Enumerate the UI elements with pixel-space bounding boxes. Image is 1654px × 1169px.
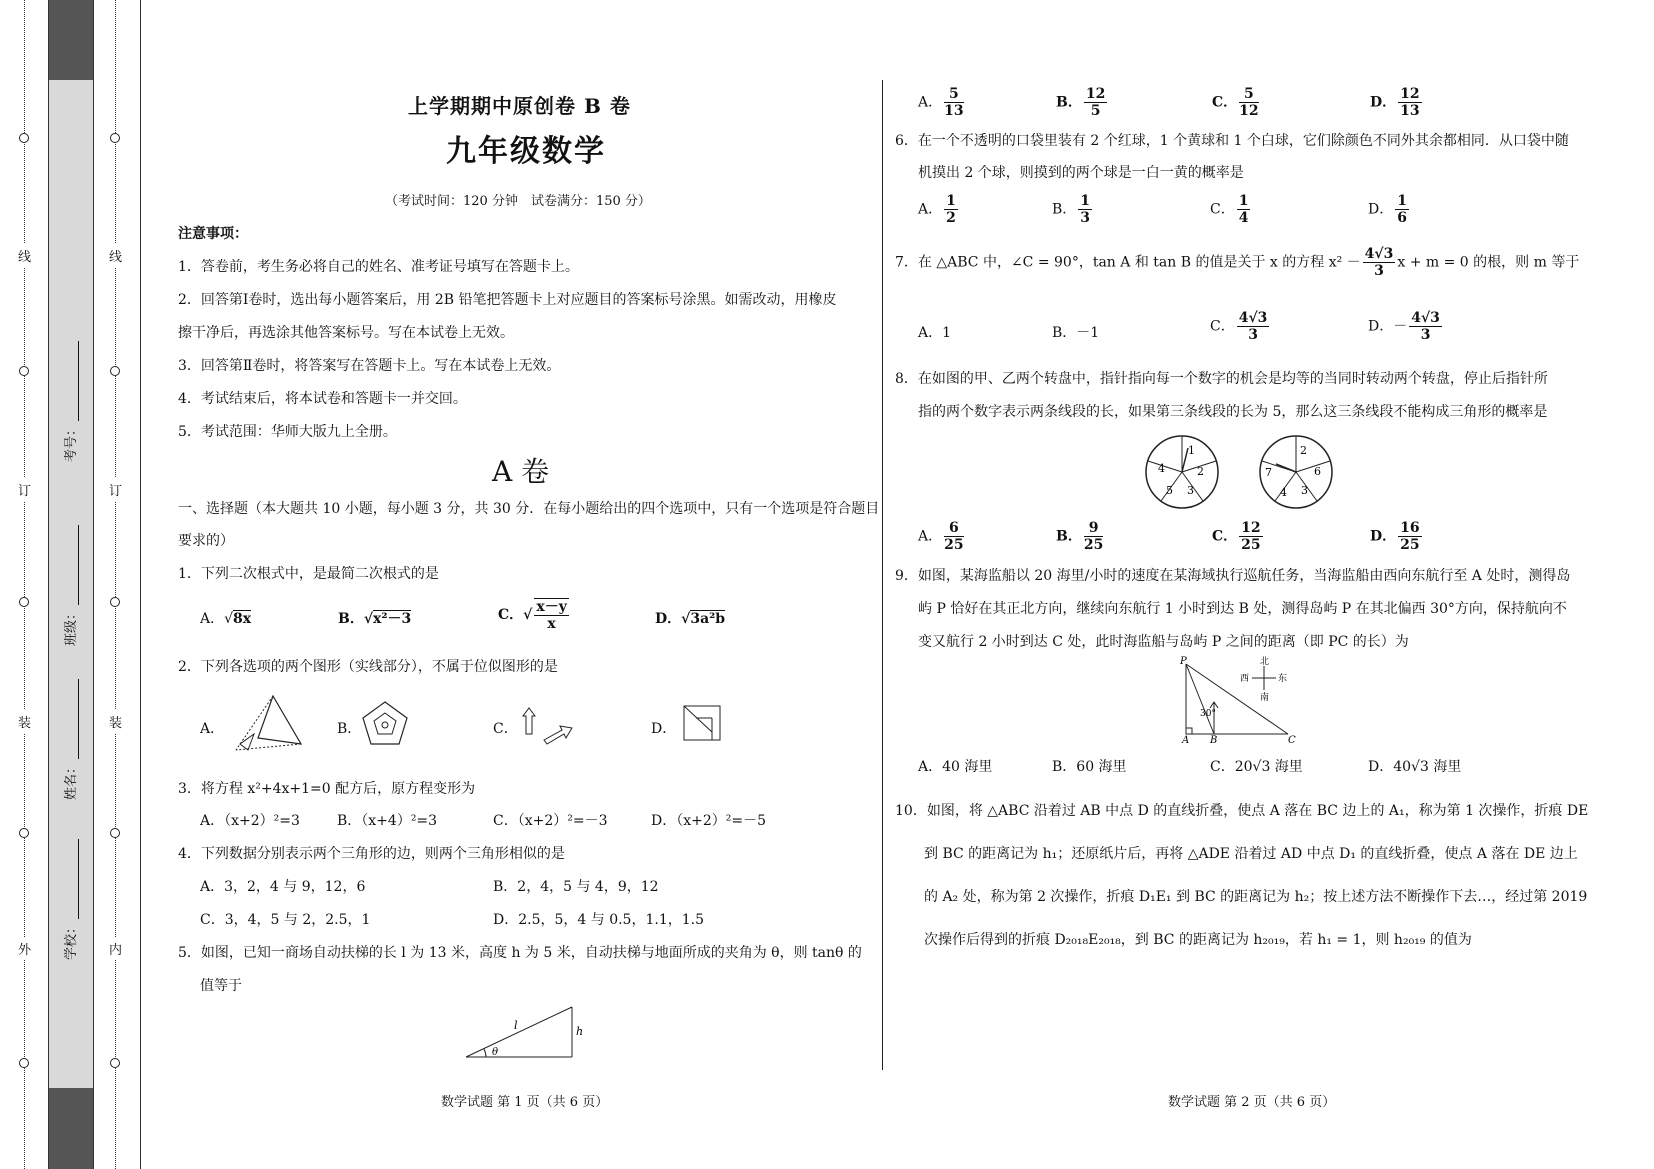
section-intro: 要求的） [178, 533, 234, 549]
q8-spinner-1 [1142, 432, 1222, 512]
binding-char: 装 [18, 710, 31, 733]
binding-ring [19, 597, 29, 607]
q10-stem-cont: 次操作后得到的折痕 D₂₀₁₈E₂₀₁₈，到 BC 的距离记为 h₂₀₁₉，若 h₁ = 1，则 h₂₀₁₉ 的值为 [924, 932, 1472, 948]
q5-option-d[interactable]: D． $\frac{12}{13}$ [1370, 86, 1420, 119]
q7-option-d[interactable]: D．－ $\frac{4√3}{3}$ [1368, 310, 1440, 343]
binding-rule [140, 0, 141, 1169]
q1-option-d[interactable]: D．√3a²b [655, 611, 726, 627]
binding-char: 线 [18, 244, 31, 267]
q2-figure-b [360, 700, 410, 746]
q2-option-a[interactable]: A． [200, 721, 225, 737]
spinner-label: 7 [1265, 466, 1272, 479]
note-item: 4．考试结束后，将本试卷和答题卡一并交回。 [178, 391, 467, 407]
inner-dotted-line [115, 0, 116, 1169]
q9-label-east: 东 [1278, 674, 1288, 684]
q9-label-north: 北 [1260, 657, 1270, 667]
binding-ring [19, 366, 29, 376]
spinner-label: 2 [1197, 465, 1204, 478]
q2-stem: 2．下列各选项的两个图形（实线部分），不属于位似图形的是 [178, 659, 558, 675]
q9-label-angle: 30° [1200, 709, 1216, 719]
binding-char: 订 [18, 478, 31, 501]
class-field[interactable] [60, 525, 79, 646]
binding-char: 外 [18, 937, 31, 960]
binding-ring [19, 133, 29, 143]
q2-option-b[interactable]: B． [337, 721, 362, 737]
q5-stem: 5．如图，已知一商场自动扶梯的长 l 为 13 米，高度 h 为 5 米，自动扶梯与地面所成的夹角为 θ，则 tanθ 的 [178, 945, 862, 961]
q4-option-a[interactable]: A．3，2，4 与 9，12，6 [200, 879, 366, 895]
spinner-label: 3 [1301, 484, 1308, 497]
q8-option-a[interactable]: A． $\frac{6}{25}$ [918, 520, 964, 553]
binding-ring [110, 828, 120, 838]
spinner-label: 6 [1314, 465, 1321, 478]
binding-char: 装 [109, 710, 122, 733]
q7-option-a[interactable]: A．1 [918, 325, 952, 341]
q2-option-d[interactable]: D． [651, 721, 677, 737]
binding-dark-top [48, 0, 93, 80]
q6-option-c[interactable]: C． $\frac{1}{4}$ [1210, 193, 1249, 226]
q8-stem: 8．在如图的甲、乙两个转盘中，指针指向每一个数字的机会是均等的当同时转动两个转盘，停止后指针所 [895, 371, 1548, 387]
page-2-footer: 数学试题 第 2 页（共 6 页） [1168, 1095, 1336, 1110]
q7-option-c[interactable]: C． $\frac{4√3}{3}$ [1210, 310, 1268, 343]
exam-subtitle: 上学期期中原创卷 B 卷 [408, 94, 631, 118]
q10-stem-cont: 的 A₂ 处，称为第 2 次操作，折痕 D₁E₁ 到 BC 的距离记为 h₂；按上述方法不断操作下去…，经过第 2019 [924, 889, 1588, 905]
school-field[interactable] [60, 839, 79, 960]
q6-stem: 6．在一个不透明的口袋里装有 2 个红球，1 个黄球和 1 个白球，它们除颜色不同外其余都相同．从口袋中随 [895, 133, 1569, 149]
q3-option-a[interactable]: A．（x+2）²=3 [200, 813, 300, 829]
q5-stem-cont: 值等于 [200, 978, 242, 994]
binding-ring [19, 828, 29, 838]
q1-option-b[interactable]: B．√x²－3 [338, 611, 412, 627]
q4-option-b[interactable]: B．2，4，5 与 4，9，12 [493, 879, 659, 895]
binding-char: 内 [109, 937, 122, 960]
q5-option-c[interactable]: C． $\frac{5}{12}$ [1212, 86, 1259, 119]
column-divider [882, 80, 883, 1070]
notes-heading: 注意事项： [178, 226, 248, 242]
q2-figure-d [682, 704, 722, 742]
q7-option-b[interactable]: B．－1 [1052, 325, 1100, 341]
name-field[interactable] [60, 679, 79, 800]
q9-option-a[interactable]: A．40 海里 [918, 759, 993, 775]
binding-strip [0, 0, 140, 1169]
q8-option-d[interactable]: D． $\frac{16}{25}$ [1370, 520, 1420, 553]
q2-figure-a [228, 694, 304, 754]
spinner-label: 5 [1166, 484, 1173, 497]
exam-number-field[interactable] [60, 341, 79, 462]
binding-ring [110, 133, 120, 143]
q3-option-b[interactable]: B．（x+4）²=3 [337, 813, 438, 829]
q2-figure-c [522, 706, 580, 746]
spinner-label: 2 [1300, 444, 1307, 457]
q3-option-c[interactable]: C．（x+2）²=－3 [493, 813, 608, 829]
q2-option-c[interactable]: C． [493, 721, 518, 737]
q7-stem: 7．在 △ABC 中，∠C = 90°，tan A 和 tan B 的值是关于 x 的方程 x² － $\frac{4√3}{3}$ x + m = 0 的根，则 m 等于 [895, 246, 1580, 279]
note-item: 1．答卷前，考生务必将自己的姓名、准考证号填写在答题卡上。 [178, 259, 579, 275]
q5-option-b[interactable]: B． $\frac{12}{5}$ [1056, 86, 1106, 119]
q9-option-c[interactable]: C．20√3 海里 [1210, 759, 1303, 775]
binding-rule [93, 0, 94, 1169]
binding-ring [110, 1058, 120, 1068]
note-item: 擦干净后，再选涂其他答案标号。写在本试卷上无效。 [178, 325, 514, 341]
spinner-label: 4 [1158, 462, 1165, 475]
note-item: 3．回答第Ⅱ卷时，将答案写在答题卡上。写在本试卷上无效。 [178, 358, 561, 374]
q9-stem-cont: 屿 P 恰好在其正北方向，继续向东航行 1 小时到达 B 处，测得岛屿 P 在其北偏西 30°方向，保持航向不 [918, 601, 1567, 617]
binding-ring [19, 1058, 29, 1068]
section-a-title: A 卷 [492, 455, 550, 488]
q9-option-d[interactable]: D．40√3 海里 [1368, 759, 1462, 775]
q5-escalator-figure [462, 1003, 592, 1061]
q4-option-d[interactable]: D．2.5，5，4 与 0.5，1.1，1.5 [493, 912, 704, 928]
field-label: 姓名： [64, 760, 79, 800]
q1-option-c[interactable]: C．√ $\frac{x-y}{x}$ [498, 599, 567, 632]
q9-label-c: C [1288, 735, 1296, 744]
q6-stem-cont: 机摸出 2 个球，则摸到的两个球是一白一黄的概率是 [918, 165, 1244, 181]
q3-option-d[interactable]: D．（x+2）²=－5 [651, 813, 767, 829]
q5-label-theta: θ [492, 1047, 499, 1058]
q9-stem-cont: 变又航行 2 小时到达 C 处，此时海监船与岛屿 P 之间的距离（即 PC 的长）为 [918, 634, 1409, 650]
note-item: 5．考试范围：华师大版九上全册。 [178, 424, 397, 440]
section-intro: 一、选择题（本大题共 10 小题，每小题 3 分，共 30 分．在每小题给出的四个选项中，只有一个选项是符合题目 [178, 501, 880, 517]
note-item: 2．回答第Ⅰ卷时，选出每小题答案后，用 2B 铅笔把答题卡上对应题目的答案标号涂黑。如需改动，用橡皮 [178, 292, 837, 308]
q9-label-a: A [1182, 735, 1190, 744]
q8-stem-cont: 指的两个数字表示两条线段的长，如果第三条线段的长为 5，那么这三条线段不能构成三角形的概率是 [918, 404, 1548, 420]
q8-spinner-2 [1256, 432, 1336, 512]
q9-figure [1178, 656, 1310, 744]
q9-label-south: 南 [1260, 693, 1270, 703]
spinner-label: 1 [1188, 444, 1195, 457]
q9-stem: 9．如图，某海监船以 20 海里/小时的速度在某海域执行巡航任务，当海监船由西向东航行至 A 处时，测得岛 [895, 568, 1571, 584]
spinner-label: 3 [1187, 484, 1194, 497]
q10-stem-cont: 到 BC 的距离记为 h₁；还原纸片后，再将 △ADE 沿着过 AD 中点 D₁ 的直线折叠，使点 A 落在 DE 边上 [924, 846, 1578, 862]
binding-dark-bottom [48, 1088, 93, 1169]
q8-option-b[interactable]: B． $\frac{9}{25}$ [1056, 520, 1104, 553]
q5-label-h: h [576, 1025, 584, 1038]
q9-label-p: P [1180, 656, 1187, 667]
q10-stem: 10．如图，将 △ABC 沿着过 AB 中点 D 的直线折叠，使点 A 落在 BC 边上的 A₁，称为第 1 次操作，折痕 DE [895, 803, 1589, 819]
q1-option-a[interactable]: A．√8x [200, 611, 252, 627]
binding-ring [110, 597, 120, 607]
q9-option-b[interactable]: B．60 海里 [1052, 759, 1127, 775]
binding-rule [48, 0, 49, 1169]
q6-option-a[interactable]: A． $\frac{1}{2}$ [918, 193, 956, 226]
q9-label-b: B [1210, 735, 1218, 744]
q8-option-c[interactable]: C． $\frac{12}{25}$ [1212, 520, 1261, 553]
binding-char: 线 [109, 244, 122, 267]
page-1-footer: 数学试题 第 1 页（共 6 页） [441, 1095, 609, 1110]
q6-option-b[interactable]: B． $\frac{1}{3}$ [1052, 193, 1091, 226]
field-label: 学校： [64, 920, 79, 960]
exam-title: 九年级数学 [446, 134, 606, 169]
q9-label-west: 西 [1240, 674, 1250, 684]
outer-dotted-line [24, 0, 25, 1169]
exam-info: （考试时间：120 分钟 试卷满分：150 分） [385, 194, 651, 209]
field-label: 班级： [64, 606, 79, 646]
q6-option-d[interactable]: D． $\frac{1}{6}$ [1368, 193, 1407, 226]
q3-stem: 3．将方程 x²+4x+1=0 配方后，原方程变形为 [178, 781, 476, 797]
binding-ring [110, 366, 120, 376]
q5-option-a[interactable]: A． $\frac{5}{13}$ [918, 86, 964, 119]
binding-char: 订 [109, 478, 122, 501]
q5-label-l: l [514, 1019, 518, 1032]
q4-option-c[interactable]: C．3，4，5 与 2，2.5，1 [200, 912, 371, 928]
spinner-label: 4 [1280, 486, 1287, 499]
q4-stem: 4．下列数据分别表示两个三角形的边，则两个三角形相似的是 [178, 846, 565, 862]
field-label: 考号： [64, 422, 79, 462]
q1-stem: 1．下列二次根式中，是最简二次根式的是 [178, 566, 439, 582]
